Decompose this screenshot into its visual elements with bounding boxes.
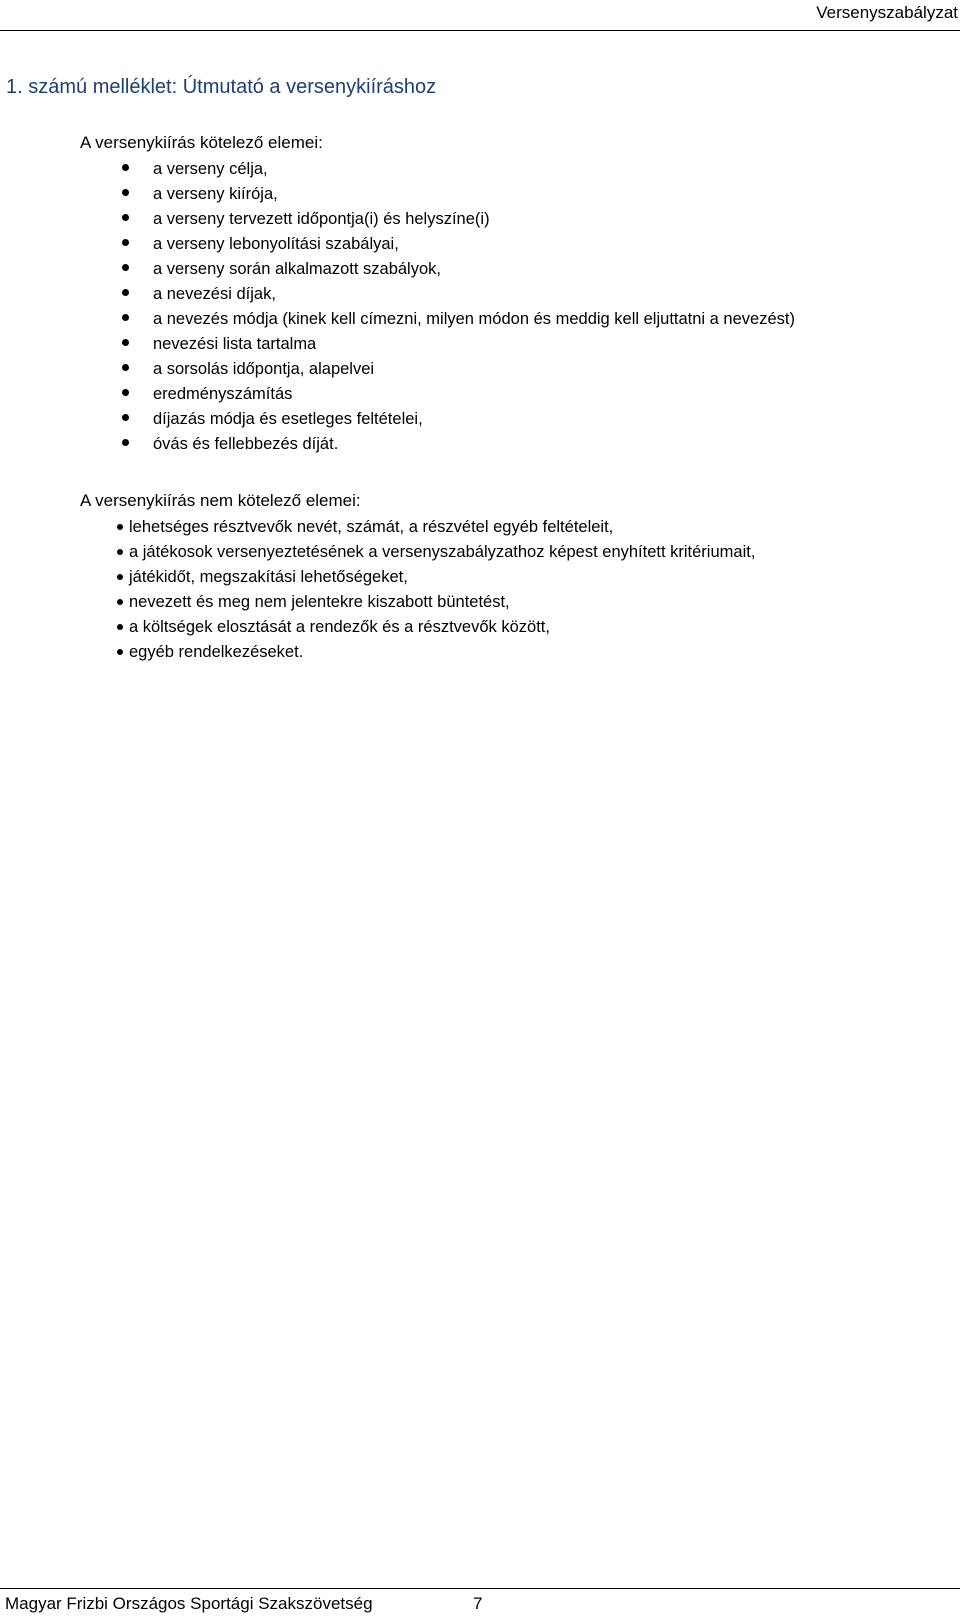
page-footer <box>0 1588 960 1618</box>
page-number: 7 <box>473 1594 483 1613</box>
mandatory-elements-list <box>153 158 795 458</box>
bullet-icon <box>122 439 129 446</box>
list-item: egyéb rendelkezéseket. <box>129 641 755 666</box>
bullet-icon <box>122 214 129 221</box>
mandatory-elements-title: A versenykiírás kötelező elemei: <box>80 133 323 152</box>
header-title: Versenyszabályzat <box>816 3 958 22</box>
list-item: eredményszámítás <box>153 383 795 408</box>
list-item: a verseny kiírója, <box>153 183 795 208</box>
list-item: játékidőt, megszakítási lehetőségeket, <box>129 566 755 591</box>
bullet-icon <box>122 189 129 196</box>
bullet-icon <box>122 389 129 396</box>
bullet-icon <box>122 239 129 246</box>
bullet-icon <box>122 314 129 321</box>
list-item: a játékosok versenyeztetésének a versenyszabályzathoz képest enyhített kritériumait, <box>129 541 755 566</box>
optional-elements-title: A versenykiírás nem kötelező elemei: <box>80 491 361 510</box>
bullet-icon <box>122 164 129 171</box>
page-header <box>0 0 960 31</box>
list-item: nevezési lista tartalma <box>153 333 795 358</box>
list-item: a sorsolás időpontja, alapelvei <box>153 358 795 383</box>
bullet-icon <box>122 414 129 421</box>
bullet-icon <box>117 599 123 605</box>
list-item: a nevezési díjak, <box>153 283 795 308</box>
bullet-icon <box>117 624 123 630</box>
list-item: a verseny lebonyolítási szabályai, <box>153 233 795 258</box>
bullet-icon <box>117 549 123 555</box>
bullet-icon <box>117 524 123 530</box>
list-item: a verseny tervezett időpontja(i) és helyszíne(i) <box>153 208 795 233</box>
bullet-icon <box>122 264 129 271</box>
list-item: a költségek elosztását a rendezők és a résztvevők között, <box>129 616 755 641</box>
optional-elements-list <box>129 516 755 666</box>
bullet-icon <box>122 289 129 296</box>
list-item: a verseny célja, <box>153 158 795 183</box>
list-item: a nevezés módja (kinek kell címezni, milyen módon és meddig kell eljuttatni a nevezést) <box>153 308 795 333</box>
list-item: nevezett és meg nem jelentekre kiszabott büntetést, <box>129 591 755 616</box>
list-item: a verseny során alkalmazott szabályok, <box>153 258 795 283</box>
bullet-icon <box>122 364 129 371</box>
bullet-icon <box>117 649 123 655</box>
list-item: lehetséges résztvevők nevét, számát, a részvétel egyéb feltételeit, <box>129 516 755 541</box>
list-item: díjazás módja és esetleges feltételei, <box>153 408 795 433</box>
annex-heading: 1. számú melléklet: Útmutató a versenykiíráshoz <box>6 76 437 98</box>
list-item: óvás és fellebbezés díját. <box>153 433 795 458</box>
footer-organization: Magyar Frizbi Országos Sportági Szakszövetség <box>5 1594 373 1613</box>
bullet-icon <box>117 574 123 580</box>
bullet-icon <box>122 339 129 346</box>
